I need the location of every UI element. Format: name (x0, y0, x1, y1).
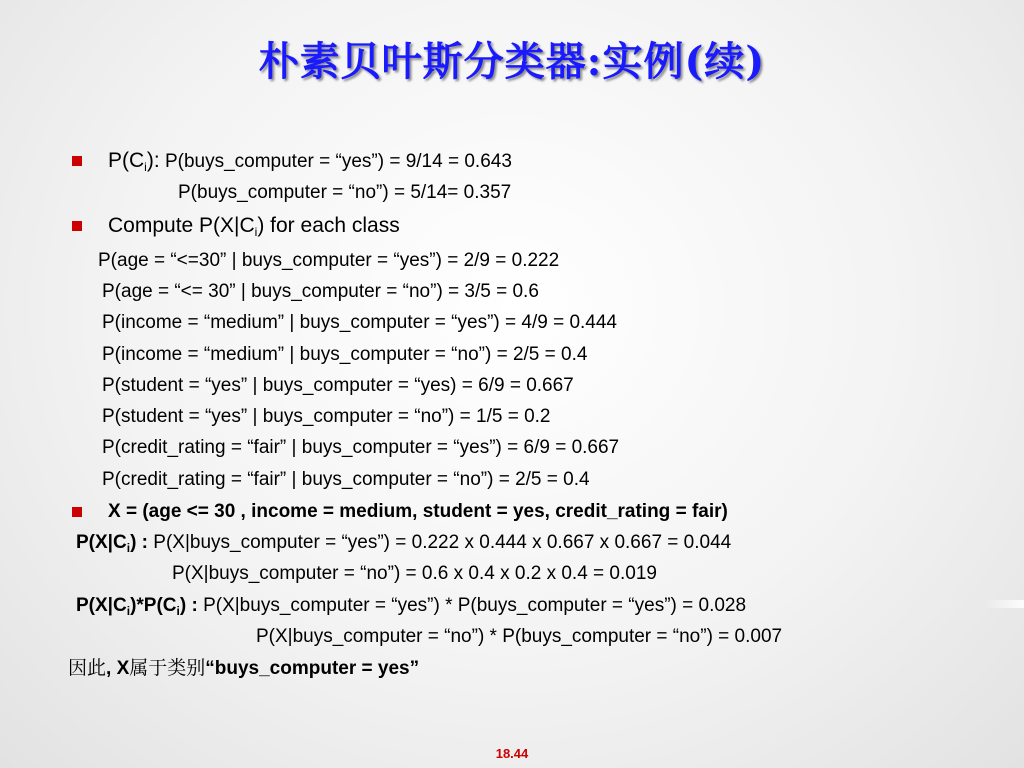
page-number: 18.44 (495, 746, 529, 761)
prior-head-close: ): (146, 149, 160, 172)
prior-no: P(buys_computer = “no”) = 5/14= 0.357 (178, 182, 512, 203)
prior-line-yes (108, 150, 512, 173)
compute-item: P(credit_rating = “fair” | buys_computer = “yes”) = 6/9 = 0.667 (102, 437, 620, 458)
likelihood-yes: P(X|buys_computer = “yes”) = 0.222 x 0.444 x 0.667 x 0.667 = 0.044 (153, 532, 732, 553)
x-definition: X = (age <= 30 , income = medium, student = yes, credit_rating = fair) (108, 501, 728, 522)
bullet-square-icon (72, 156, 82, 166)
likelihood-label (76, 532, 148, 553)
prior-head (108, 149, 160, 172)
likelihood-line-yes (76, 532, 731, 554)
compute-item: P(credit_rating = “fair” | buys_computer = “no”) = 2/5 = 0.4 (102, 469, 590, 490)
compute-item: P(age = “<=30” | buys_computer = “yes”) = 2/9 = 0.222 (98, 250, 560, 271)
bullet-square-icon (72, 221, 82, 231)
slide-title: 朴素贝叶斯分类器:实例(续) (258, 38, 766, 85)
posterior-line-yes (76, 595, 746, 617)
posterior-label (76, 595, 198, 616)
compute-item: P(student = “yes” | buys_computer = “yes) = 6/9 = 0.667 (102, 375, 574, 396)
conclusion-comma-x: , X (106, 658, 130, 679)
compute-item: P(income = “medium” | buys_computer = “no”) = 2/5 = 0.4 (102, 344, 588, 365)
compute-head-sub: i (254, 225, 258, 239)
posterior-no: P(X|buys_computer = “no”) * P(buys_computer = “no”) = 0.007 (256, 626, 783, 647)
conclusion-prefix: 因此 (68, 658, 107, 679)
bullet-square-icon (72, 507, 82, 517)
compute-head-a: Compute P(X|C (108, 214, 255, 237)
compute-item: P(student = “yes” | buys_computer = “no”) = 1/5 = 0.2 (102, 406, 551, 427)
posterior-label-sub1: i (126, 604, 131, 618)
likelihood-no: P(X|buys_computer = “no”) = 0.6 x 0.4 x 0.2 x 0.4 = 0.019 (172, 563, 657, 584)
conclusion (68, 658, 419, 680)
prior-head-p: P(C (108, 149, 145, 172)
conclusion-middle: 属于类别 (129, 658, 206, 679)
posterior-yes: P(X|buys_computer = “yes”) * P(buys_computer = “yes”) = 0.028 (203, 595, 747, 616)
compute-item: P(income = “medium” | buys_computer = “yes”) = 4/9 = 0.444 (102, 312, 617, 333)
posterior-label-b: )*P(C (130, 595, 177, 616)
compute-item: P(age = “<= 30” | buys_computer = “no”) = 3/5 = 0.6 (102, 281, 539, 302)
conclusion-result: “buys_computer = yes” (205, 658, 420, 679)
posterior-label-c: ) : (179, 595, 198, 616)
prior-head-sub: i (144, 160, 147, 174)
posterior-label-a: P(X|C (76, 595, 127, 616)
likelihood-label-a: P(X|C (76, 532, 127, 553)
prior-yes: P(buys_computer = “yes”) = 9/14 = 0.643 (164, 151, 512, 172)
decorative-stripe (984, 600, 1024, 608)
likelihood-label-sub: i (126, 541, 131, 555)
likelihood-label-b: ) : (130, 532, 148, 553)
posterior-label-sub2: i (176, 604, 180, 618)
compute-head-b: ) for each class (257, 214, 400, 237)
compute-heading (108, 215, 400, 237)
